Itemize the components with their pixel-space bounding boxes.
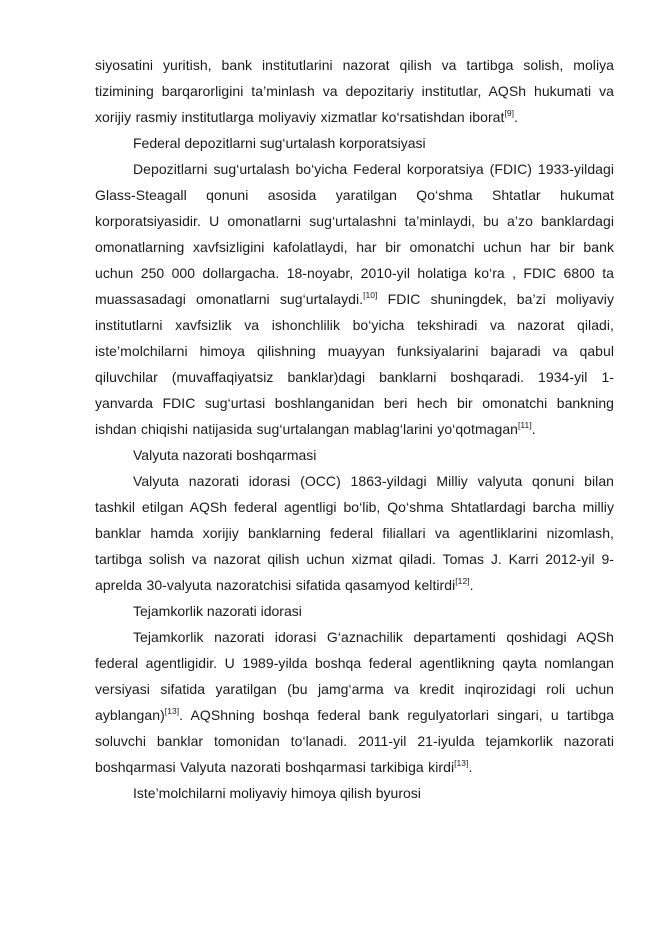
paragraph-occ	[95, 468, 614, 598]
paragraph-continuation	[95, 52, 614, 130]
citation-ref[interactable]: [13]	[164, 706, 180, 716]
citation-ref[interactable]: [9]	[504, 108, 515, 118]
paragraph-text: .	[514, 109, 519, 125]
document-page	[95, 52, 614, 806]
heading-occ: Valyuta nazorati boshqarmasi	[133, 447, 317, 463]
paragraph-text: Valyuta nazorati idorasi (OCC) 1863-yildagi Milliy valyuta qonuni bilan tashkil etilgan AQSh federal agentligi bo‘lib, Qo‘shma Shtatlardagi barcha milliy banklar hamda xorijiy banklarning federal filiallari va agentliklarini nizomlash, tartibga solish va nazorat qilish uchun xizmat qiladi. Tomas J. Karri 2012-yil 9-aprelda 30-valyuta nazoratchisi sifatida qasamyod keltirdi	[95, 473, 614, 593]
paragraph-text: .	[469, 577, 474, 593]
paragraph-text: FDIC shuningdek, ba’zi moliyaviy institutlarni xavfsizlik va ishonchlilik bo‘yicha tekshiradi va nazorat qiladi, iste’molchilarni himoya qilishning muayyan funksiyalarini bajaradi va qabul qiluvchilar (muvaffaqiyatsiz banklar)dagi banklarni boshqaradi. 1934-yil 1-yanvarda FDIC sug‘urtasi boshlanganidan beri hech bir omonatchi bankning ishdan chiqishi natijasida sug‘urtalangan mablag‘larini yo‘qotmagan	[95, 291, 614, 437]
heading-iste-molchilarni-himoya: Iste’molchilarni moliyaviy himoya qilish byurosi	[133, 785, 421, 801]
paragraph-ots	[95, 624, 614, 780]
citation-ref[interactable]: [10]	[363, 290, 378, 300]
paragraph-fdic	[95, 156, 614, 442]
paragraph-text: Tejamkorlik nazorati idorasi G‘aznachilik departamenti qoshidagi AQSh federal agentligidir. U 1989-yilda boshqa federal agentlikning qayta nomlangan versiyasi sifatida yaratilgan (bu jamg‘arma va kredit inqirozidagi roli uchun ayblangan)	[95, 629, 614, 723]
citation-ref[interactable]: [11]	[518, 420, 532, 430]
heading-ots: Tejamkorlik nazorati idorasi	[133, 603, 302, 619]
citation-ref[interactable]: [12]	[455, 576, 470, 586]
paragraph-text: .	[468, 759, 473, 775]
paragraph-text: . AQShning boshqa federal bank regulyatorlari singari, u tartibga soluvchi banklar tomonidan to‘lanadi. 2011-yil 21-iyulda tejamkorlik nazorati boshqarmasi Valyuta nazorati boshqarmasi tarkibiga kirdi	[95, 707, 614, 775]
heading-fdic: Federal depozitlarni sug‘urtalash korporatsiyasi	[133, 135, 426, 151]
paragraph-text: Depozitlarni sug‘urtalash bo‘yicha Federal korporatsiya (FDIC) 1933-yildagi Glass-Steagall qonuni asosida yaratilgan Qo‘shma Shtatlar hukumat korporatsiyasidir. U omonatlarni sug‘urtalashni ta’minlaydi, bu a’zo banklardagi omonatlarning xavfsizligini kafolatlaydi, har bir omonatchi uchun har bir bank uchun 250 000 dollargacha. 18-noyabr, 2010-yil holatiga ko‘ra , FDIC 6800 ta muassasadagi omonatlarni sug‘urtalaydi.	[95, 161, 614, 307]
paragraph-text: siyosatini yuritish, bank institutlarini nazorat qilish va tartibga solish, moliya tizimining barqarorligini ta’minlash va depozitariy institutlar, AQSh hukumati va xorijiy rasmiy institutlarga moliyaviy xizmatlar ko‘rsatishdan iborat	[95, 57, 614, 125]
citation-ref[interactable]: [13]	[454, 758, 469, 768]
paragraph-text: .	[531, 421, 536, 437]
